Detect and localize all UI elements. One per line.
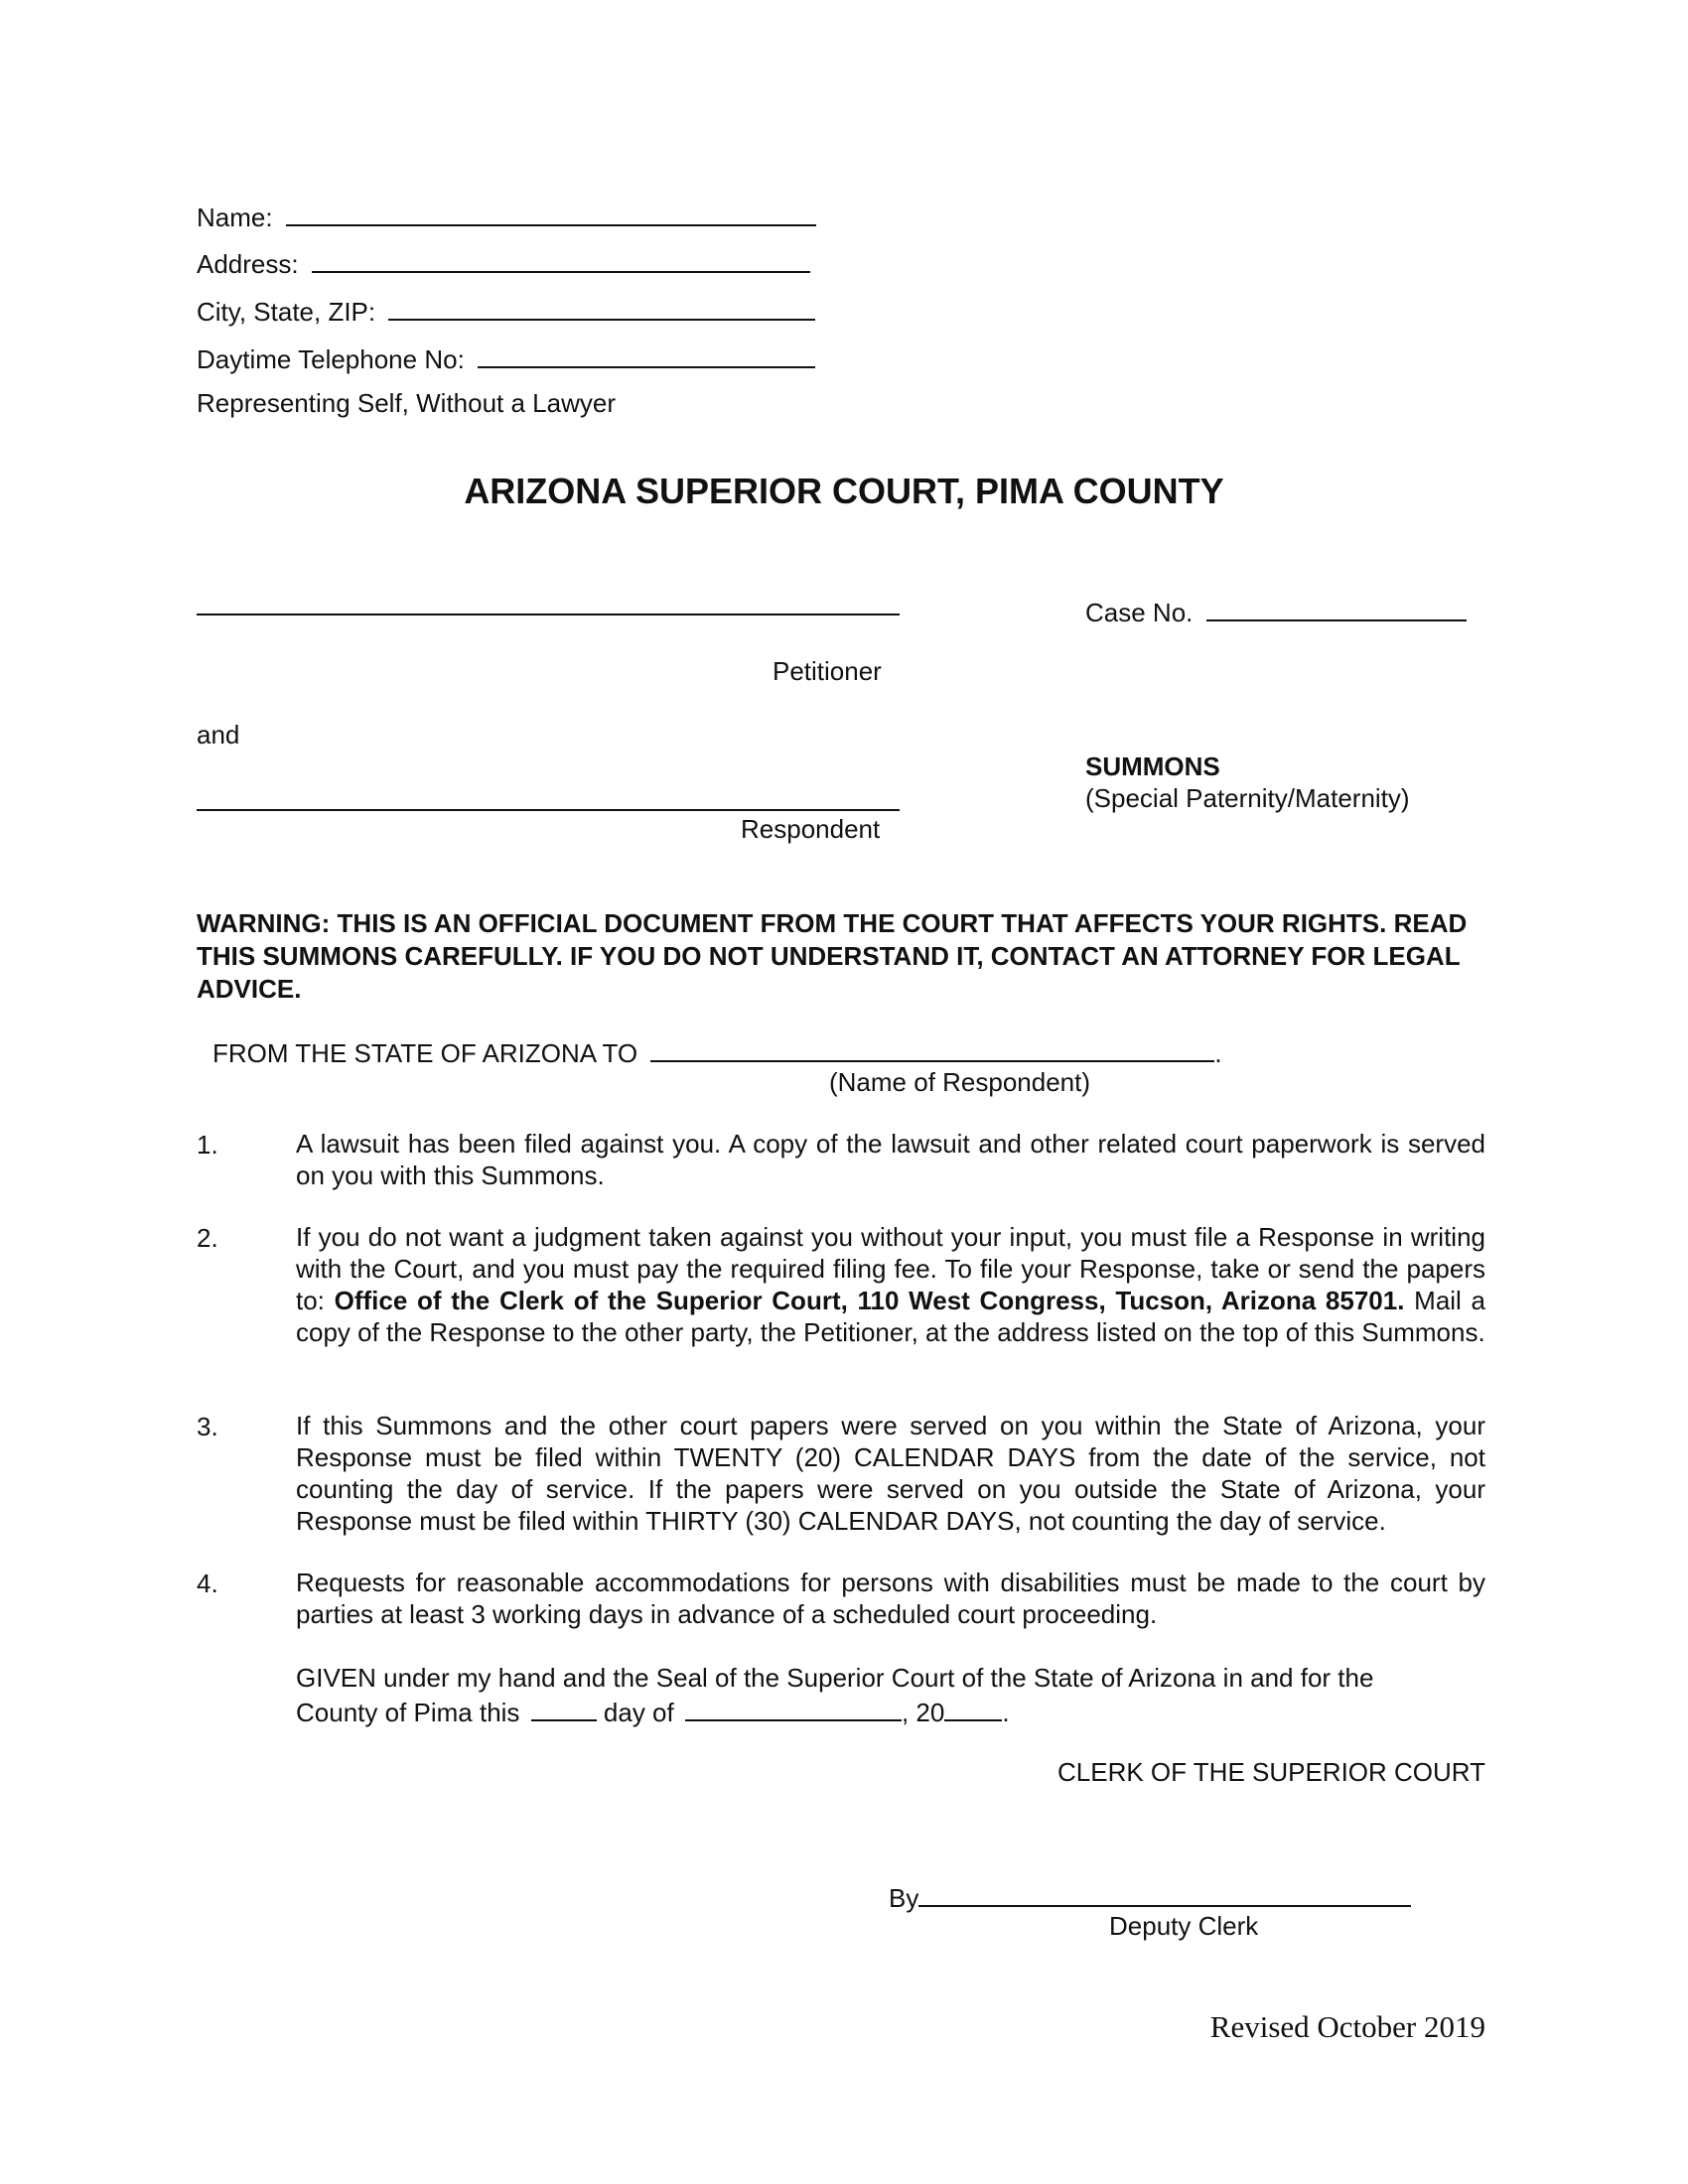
county-of-pima-label: County of Pima this [296,1698,520,1727]
case-no-row [1085,594,1467,628]
address-label: Address: [197,249,299,279]
given-line-2 [296,1694,1010,1728]
warning-text: WARNING: THIS IS AN OFFICIAL DOCUMENT FROM THE COURT THAT AFFECTS YOUR RIGHTS. READ THIS SUMMONS CAREFULLY. IF YOU DO NOT UNDERSTAND IT, CONTACT AN ATTORNEY FOR LEGAL ADVICE. [197,908,1468,1004]
item-2-text-before: If you do not want a judgment taken against you without your input, you must file a Response in writing with the Court, and you must pay the required filing fee. To file your Response, take or send the papers to: [296,1222,1485,1315]
respondent-name-line[interactable] [197,809,900,811]
given-line-1: GIVEN under my hand and the Seal of the Superior Court of the State of Arizona in and for the [296,1663,1374,1693]
deputy-clerk-label: Deputy Clerk [1109,1911,1259,1941]
case-no-label: Case No. [1085,598,1194,627]
item-4-text: Requests for reasonable accommodations for persons with disabilities must be made to the court by parties at least 3 working days in advance of a scheduled court proceeding. [296,1568,1485,1629]
item-number: 2. [197,1223,218,1253]
item-number: 3. [197,1412,218,1441]
and-label: and [197,720,240,750]
from-state-label: FROM THE STATE OF ARIZONA TO [212,1038,638,1068]
given-period: . [1002,1698,1010,1727]
name-input-line[interactable] [286,199,816,226]
city-input-line[interactable] [388,293,815,321]
phone-field-row [197,341,815,375]
phone-input-line[interactable] [478,341,815,368]
petitioner-name-line[interactable] [197,614,900,615]
by-label: By [889,1883,919,1913]
respondent-label: Respondent [741,814,881,844]
phone-label: Daytime Telephone No: [197,344,465,374]
representing-self-text: Representing Self, Without a Lawyer [197,388,616,418]
signature-line[interactable] [918,1879,1411,1907]
name-label: Name: [197,203,273,232]
court-title: ARIZONA SUPERIOR COURT, PIMA COUNTY [464,471,1224,511]
summons-title: SUMMONS [1085,751,1220,781]
year-input-line[interactable] [944,1694,1002,1721]
city-field-row [197,293,815,328]
item-2-text [296,1221,1485,1348]
address-field-row [197,245,810,280]
item-3-text: If this Summons and the other court papers were served on you within the State of Arizona, your Response must be filed within TWENTY (20) CALENDAR DAYS from the date of the service, not counting the day of service. If the papers were served on you outside the State of Arizona, your Response must be filed within THIRTY (30) CALENDAR DAYS, not counting the day of service. [296,1411,1485,1536]
item-2-text-after: Mail a copy of the Response to the other party, the Petitioner, at the address listed on the top of this Summons. [296,1286,1485,1347]
address-input-line[interactable] [312,245,810,273]
petitioner-label: Petitioner [773,656,882,686]
name-field-row [197,199,816,233]
day-input-line[interactable] [531,1694,597,1721]
respondent-to-line[interactable] [650,1034,1214,1062]
day-of-label: day of [603,1698,674,1727]
from-state-period: . [1214,1038,1222,1068]
year-prefix-label: , 20 [901,1698,945,1727]
item-number: 1. [197,1130,218,1160]
city-label: City, State, ZIP: [197,297,376,327]
name-of-respondent-label: (Name of Respondent) [829,1067,1091,1097]
clerk-office-address: Office of the Clerk of the Superior Court, 110 West Congress, Tucson, Arizona 85701. [334,1286,1405,1315]
from-state-row [212,1034,1222,1069]
summons-subtitle: (Special Paternity/Maternity) [1085,783,1410,813]
item-1-text: A lawsuit has been filed against you. A copy of the lawsuit and other related court paperwork is served on you with this Summons. [296,1129,1485,1190]
revised-date: Revised October 2019 [1209,2009,1485,2044]
month-input-line[interactable] [685,1694,902,1721]
case-no-input-line[interactable] [1206,594,1467,621]
clerk-title: CLERK OF THE SUPERIOR COURT [1057,1757,1485,1787]
by-signature-row [889,1879,1411,1914]
item-number: 4. [197,1569,218,1598]
